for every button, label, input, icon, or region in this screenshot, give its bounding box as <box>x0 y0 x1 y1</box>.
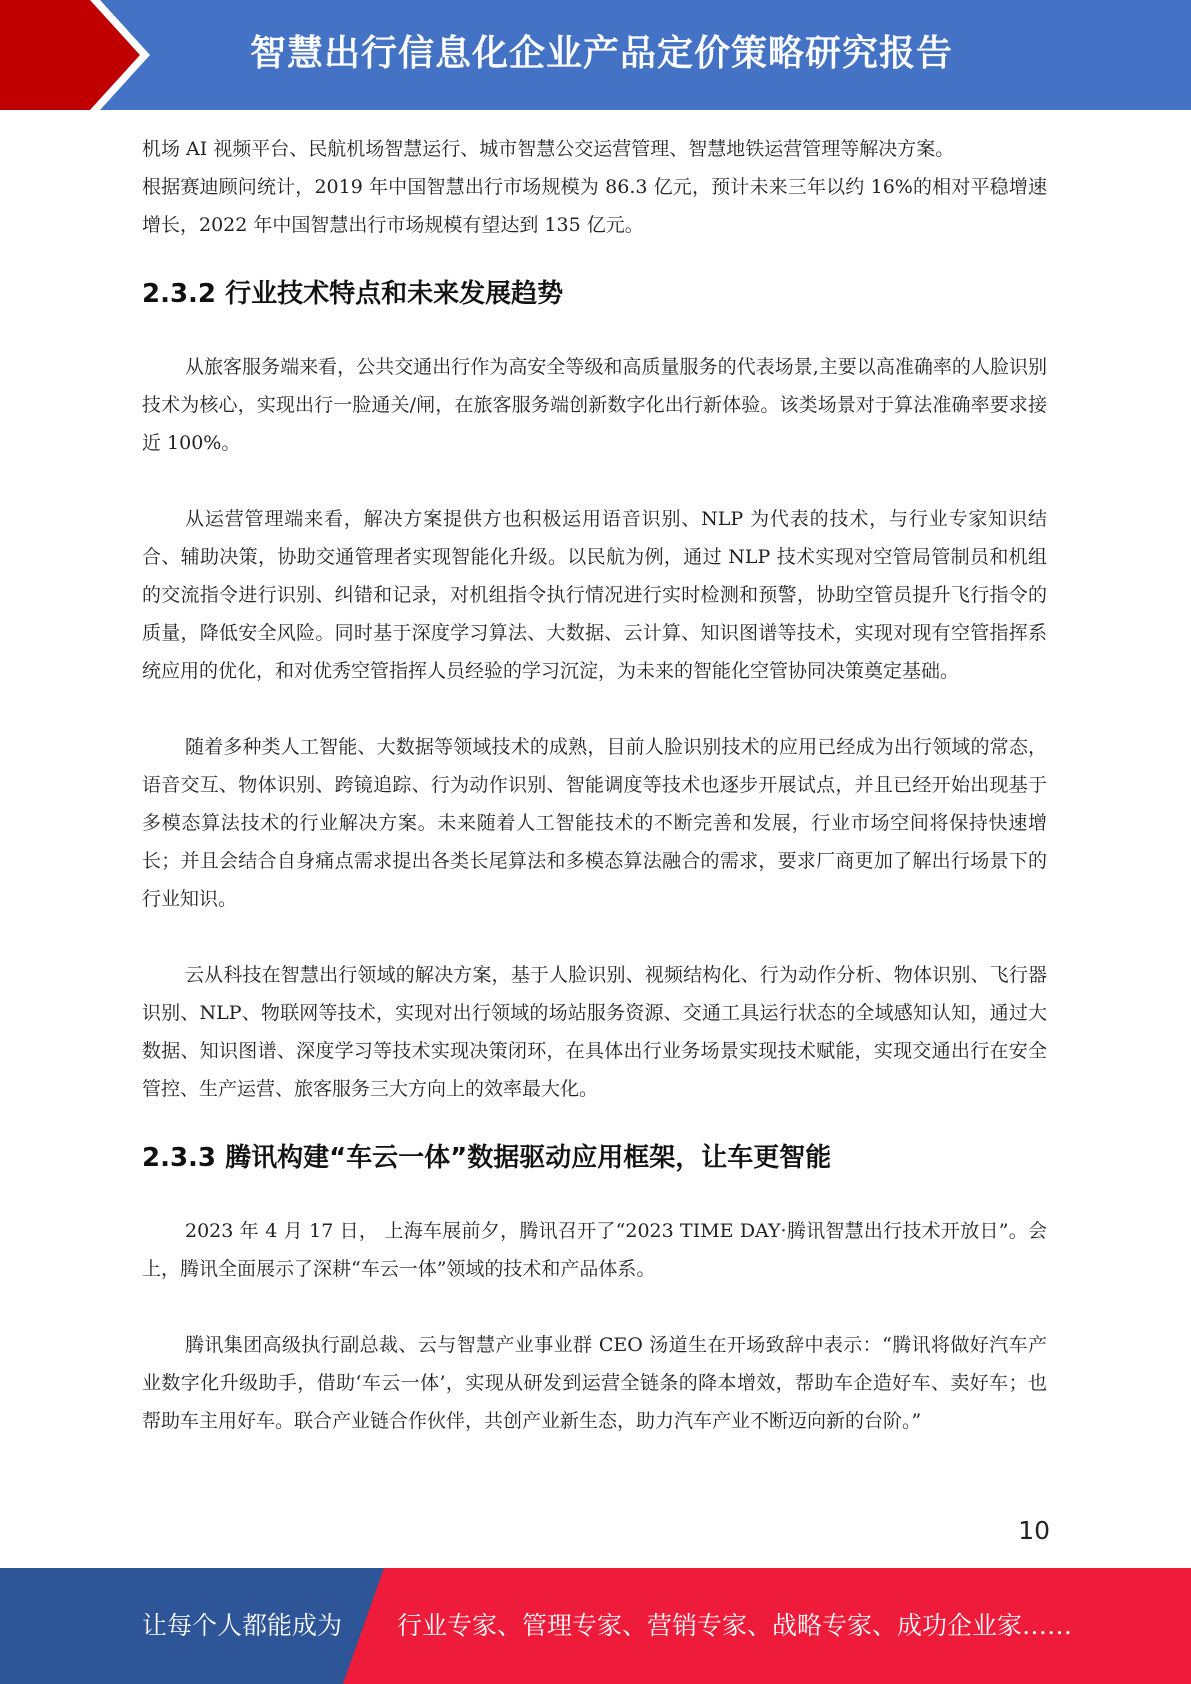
paragraph-passenger-service: 从旅客服务端来看，公共交通出行作为高安全等级和高质量服务的代表场景,主要以高准确率的人脸识别技术为核心，实现出行一脸通关/闸，在旅客服务端创新数字化出行新体验。该类场景对于算法准确率要求接近 100%。 <box>142 356 1047 454</box>
paragraph-cloudwalk: 云从科技在智慧出行领域的解决方案，基于人脸识别、视频结构化、行为动作分析、物体识别、飞行器识别、NLP、物联网等技术，实现对出行领域的场站服务资源、交通工具运行状态的全域感知认知，通过大数据、知识图谱、深度学习等技术实现决策闭环，在具体出行业务场景实现技术赋能，实现交通出行在安全管控、生产运营、旅客服务三大方向上的效率最大化。 <box>142 964 1047 1100</box>
intro-paragraph: 根据赛迪顾问统计，2019 年中国智慧出行市场规模为 86.3 亿元，预计未来三年以约 16%的相对平稳增速增长，2022 年中国智慧出行市场规模有望达到 135 亿元。 <box>142 176 1047 236</box>
header-banner <box>0 0 1191 110</box>
section-heading-2-3-2: 2.3.2 行业技术特点和未来发展趋势 <box>142 279 564 309</box>
paragraph-tencent-event: 2023 年 4 月 17 日， 上海车展前夕，腾讯召开了“2023 TIME DAY·腾讯智慧出行技术开放日”。会上，腾讯全面展示了深耕“车云一体”领域的技术和产品体系。 <box>142 1220 1047 1280</box>
paragraph-operation-management: 从运营管理端来看，解决方案提供方也积极运用语音识别、NLP 为代表的技术，与行业专家知识结合、辅助决策，协助交通管理者实现智能化升级。以民航为例，通过 NLP 技术实现对空管局管制员和机组的交流指令进行识别、纠错和记录，对机组指令执行情况进行实时检测和预警，协助空管员提升飞行指令的质量，降低安全风险。同时基于深度学习算法、大数据、云计算、知识图谱等技术，实现对现有空管指挥系统应用的优化，和对优秀空管指挥人员经验的学习沉淀，为未来的智能化空管协同决策奠定基础。 <box>142 508 1047 682</box>
footer-slogan-right: 行业专家、管理专家、营销专家、战略专家、成功企业家…… <box>397 1611 1073 1640</box>
footer-slogan-left: 让每个人都能成为 <box>142 1611 343 1640</box>
intro-line-1: 机场 AI 视频平台、民航机场智慧运行、城市智慧公交运营管理、智慧地铁运营管理等解决方案。 <box>142 138 955 160</box>
section-heading-2-3-3: 2.3.3 腾讯构建“车云一体”数据驱动应用框架，让车更智能 <box>142 1143 832 1173</box>
footer-banner <box>0 1568 1191 1684</box>
page-content <box>142 130 1047 1440</box>
report-title: 智慧出行信息化企业产品定价策略研究报告 <box>250 33 954 74</box>
page-number: 10 <box>1018 1516 1050 1545</box>
paragraph-tencent-quote: 腾讯集团高级执行副总裁、云与智慧产业事业群 CEO 汤道生在开场致辞中表示：“腾讯将做好汽车产业数字化升级助手，借助‘车云一体’，实现从研发到运营全链条的降本增效，帮助车企造好车、卖好车；也帮助车主用好车。联合产业链合作伙伴，共创产业新生态，助力汽车产业不断迈向新的台阶。” <box>142 1334 1047 1432</box>
paragraph-ai-trends: 随着多种类人工智能、大数据等领域技术的成熟，目前人脸识别技术的应用已经成为出行领域的常态，语音交互、物体识别、跨镜追踪、行为动作识别、智能调度等技术也逐步开展试点，并且已经开始出现基于多模态算法技术的行业解决方案。未来随着人工智能技术的不断完善和发展，行业市场空间将保持快速增长；并且会结合自身痛点需求提出各类长尾算法和多模态算法融合的需求，要求厂商更加了解出行场景下的行业知识。 <box>142 736 1047 910</box>
header-arrow-decoration <box>0 0 160 110</box>
